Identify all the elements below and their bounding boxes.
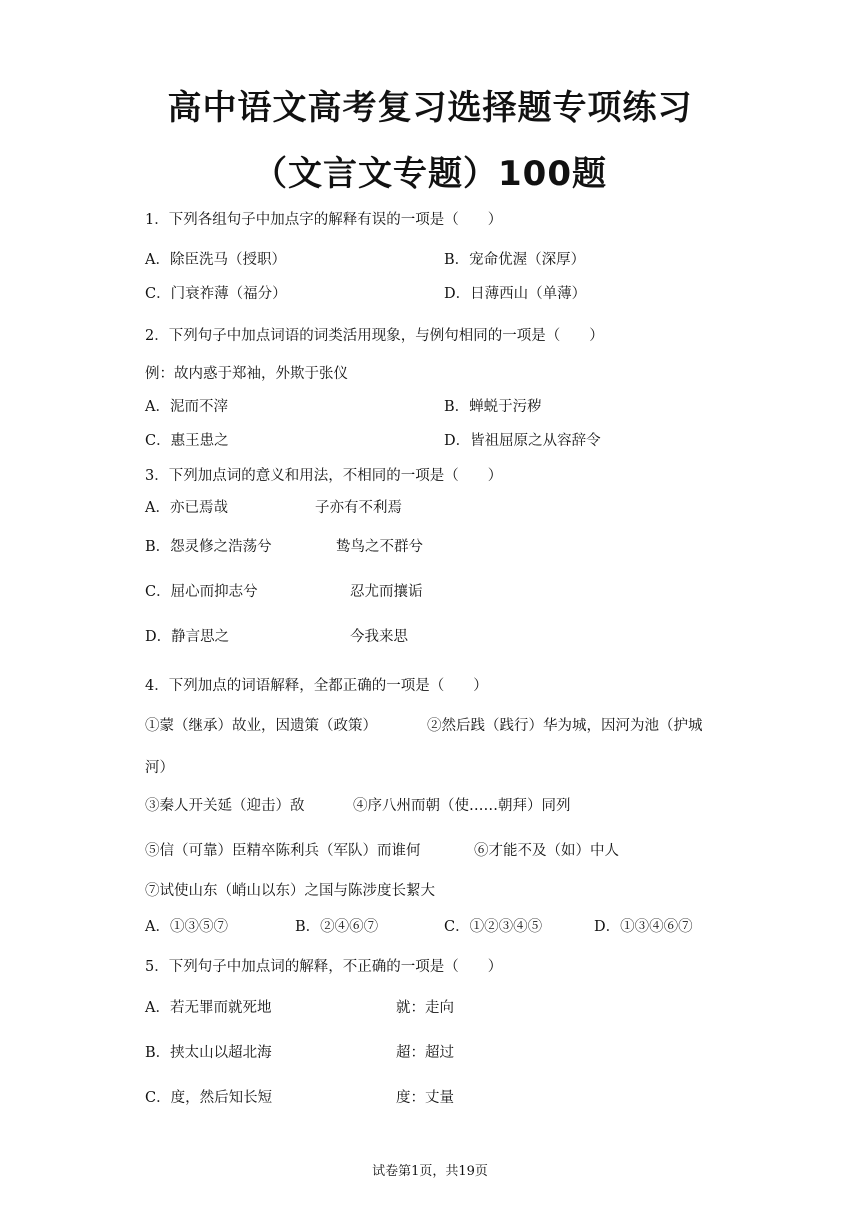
q4-item-3: ③秦人开关延（迎击）敌 bbox=[145, 798, 305, 814]
q3-option-c: C．屈心而抑志兮 bbox=[145, 584, 258, 600]
q3-option-d-compare: 今我来思 bbox=[350, 629, 408, 645]
q4-item-7: ⑦试使山东（峭山以东）之国与陈涉度长絜大 bbox=[145, 883, 435, 899]
q3-option-c-compare: 忍尤而攘诟 bbox=[350, 584, 423, 600]
page-title: 高中语文高考复习选择题专项练习 bbox=[167, 88, 693, 128]
q3-option-b: B．怨灵修之浩荡兮 bbox=[145, 539, 272, 555]
q1-option-a: A．除臣洗马（授职） bbox=[145, 252, 286, 268]
q4-item-2: ②然后践（践行）华为城，因河为池（护城 bbox=[427, 718, 703, 734]
q5-stem: 5．下列句子中加点词的解释，不正确的一项是（ ） bbox=[145, 959, 503, 975]
q4-option-a: A．①③⑤⑦ bbox=[145, 919, 228, 935]
page-footer: 试卷第1页，共19页 bbox=[372, 1164, 488, 1179]
q1-stem: 1．下列各组句子中加点字的解释有误的一项是（ ） bbox=[145, 212, 503, 228]
q4-option-d: D．①③④⑥⑦ bbox=[594, 919, 693, 935]
q5-option-c-gloss: 度：丈量 bbox=[396, 1090, 454, 1106]
q2-option-a: A．泥而不滓 bbox=[145, 399, 228, 415]
q2-option-d: D．皆祖屈原之从容辞令 bbox=[444, 433, 601, 449]
q5-option-a: A．若无罪而就死地 bbox=[145, 1000, 272, 1016]
q2-example: 例：故内惑于郑袖，外欺于张仪 bbox=[145, 366, 348, 382]
q2-option-c: C．惠王患之 bbox=[145, 433, 229, 449]
q5-option-c: C．度，然后知长短 bbox=[145, 1090, 273, 1106]
q3-option-d: D．静言思之 bbox=[145, 629, 230, 645]
q1-option-b: B．宠命优渥（深厚） bbox=[444, 252, 586, 268]
q5-option-b-gloss: 超：超过 bbox=[396, 1045, 454, 1061]
q4-item-6: ⑥才能不及（如）中人 bbox=[474, 843, 619, 859]
q4-item-5: ⑤信（可靠）臣精卒陈利兵（军队）而谁何 bbox=[145, 843, 421, 859]
q4-item-2-cont: 河） bbox=[145, 760, 174, 776]
q3-option-a: A．亦已焉哉 bbox=[145, 500, 228, 516]
q4-stem: 4．下列加点的词语解释，全都正确的一项是（ ） bbox=[145, 678, 488, 694]
q5-option-b: B．挟太山以超北海 bbox=[145, 1045, 272, 1061]
q4-option-b: B．②④⑥⑦ bbox=[295, 919, 379, 935]
q2-option-b: B．蝉蜕于污秽 bbox=[444, 399, 542, 415]
q3-option-a-compare: 子亦有不利焉 bbox=[315, 500, 402, 516]
q4-item-1: ①蒙（继承）故业，因遗策（政策） bbox=[145, 718, 377, 734]
q1-option-c: C．门衰祚薄（福分） bbox=[145, 286, 287, 302]
q4-option-c: C．①②③④⑤ bbox=[444, 919, 543, 935]
page-subtitle: （文言文专题）100题 bbox=[253, 154, 607, 194]
q3-option-b-compare: 鸷鸟之不群兮 bbox=[336, 539, 423, 555]
q3-stem: 3．下列加点词的意义和用法，不相同的一项是（ ） bbox=[145, 468, 503, 484]
q2-stem: 2．下列句子中加点词语的词类活用现象，与例句相同的一项是（ ） bbox=[145, 328, 604, 344]
q5-option-a-gloss: 就：走向 bbox=[396, 1000, 454, 1016]
q4-item-4: ④序八州而朝（使……朝拜）同列 bbox=[353, 798, 571, 814]
q1-option-d: D．日薄西山（单薄） bbox=[444, 286, 587, 302]
